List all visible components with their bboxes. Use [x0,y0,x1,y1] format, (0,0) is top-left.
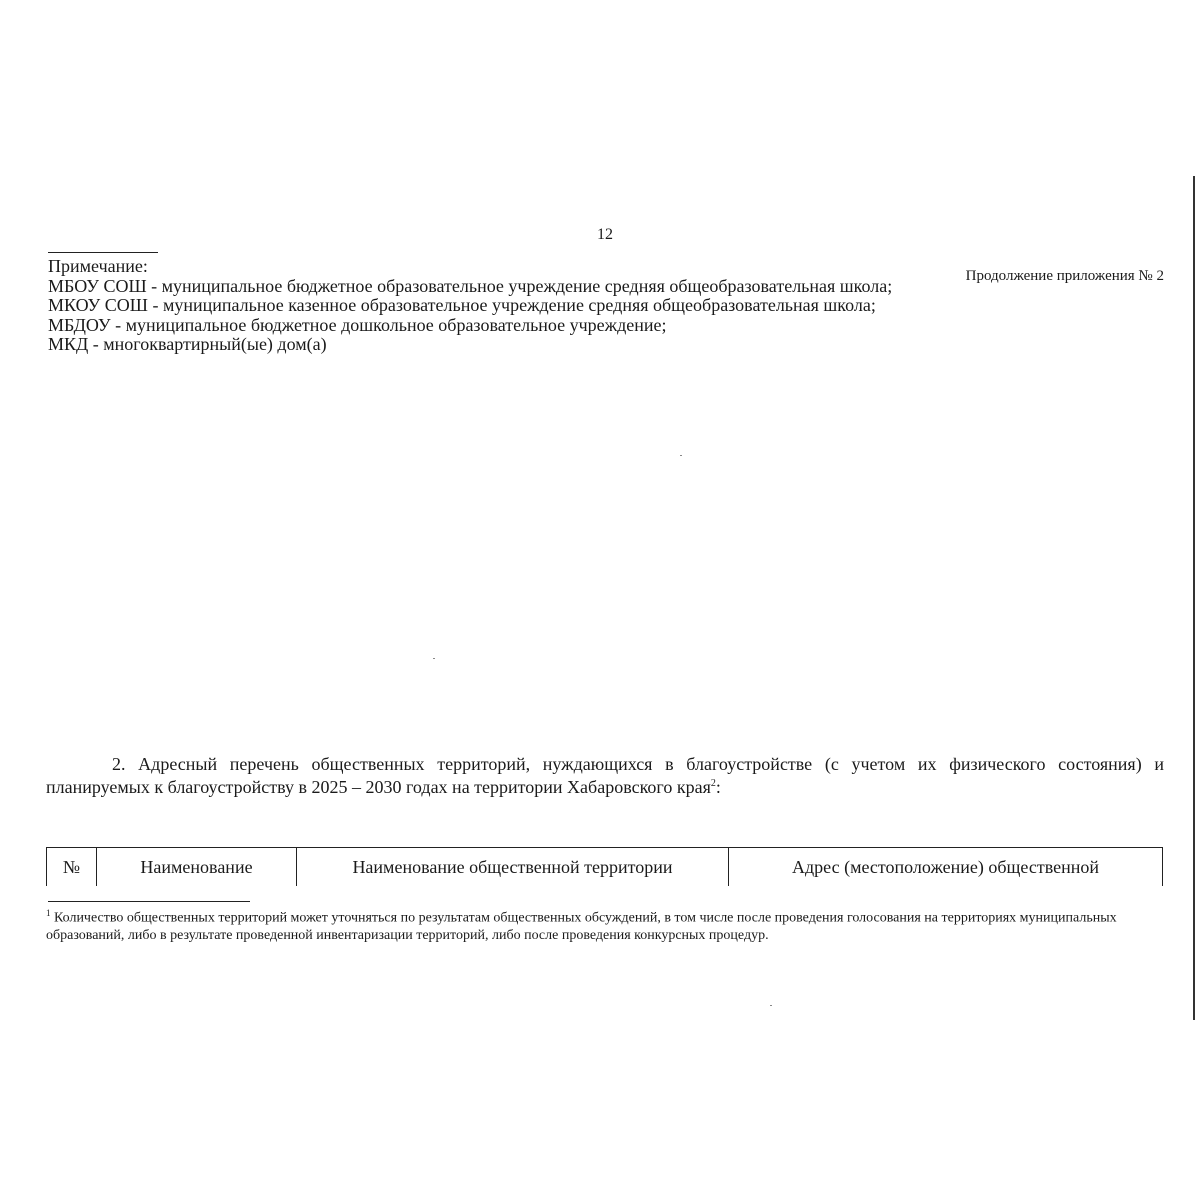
footnote-text: Количество общественных территорий может уточняться по результатам общественных обсуждений, в том числе после проведения голосования на территориях муниципальных образований, либо в результате проведенной инвентаризации территорий, либо после проведения конкурсных процедур. [46,910,1117,943]
column-header-territory-name: Наименование общественной территории [297,848,729,887]
appendix-continuation-label: Продолжение приложения № 2 [965,268,1164,284]
column-header-address: Адрес (местоположение) общественной [729,848,1163,887]
territories-table [46,847,1162,886]
page-number: 12 [597,226,613,243]
section-heading-colon: : [715,777,721,797]
note-line: МБДОУ - муниципальное бюджетное дошкольное образовательное учреждение; [48,314,667,335]
column-header-name: Наименование [97,848,297,887]
footnote-marker: 1 [46,908,51,918]
footnote [46,905,1166,944]
scan-edge-line [1193,176,1195,1020]
scan-speck [680,455,682,456]
note-line: МБОУ СОШ - муниципальное бюджетное образовательное учреждение средняя общеобразовательная школа; [48,275,893,296]
table-header-row [47,848,1163,887]
footnote-divider [48,901,250,902]
note-title: Примечание: [48,256,148,276]
note-line: МКД - многоквартирный(ые) дом(а) [48,334,327,354]
column-header-number: № [47,848,97,887]
abbreviation-note [48,257,892,355]
section-heading-line-1: 2. Адресный перечень общественных территорий, нуждающихся в благоустройстве (с учетом их физического состояния) и [112,754,1164,774]
note-line: МКОУ СОШ - муниципальное казенное образовательное учреждение средняя общеобразовательная школа; [48,295,876,315]
scan-speck [770,1005,772,1006]
section-heading-text: планируемых к благоустройству в 2025 – 2030 годах на территории Хабаровского края [46,777,711,797]
note-divider [48,252,158,253]
section-heading [46,755,1164,797]
scan-speck [433,658,435,659]
section-heading-line-2 [46,774,1164,797]
footnote-reference: 2 [710,778,716,789]
